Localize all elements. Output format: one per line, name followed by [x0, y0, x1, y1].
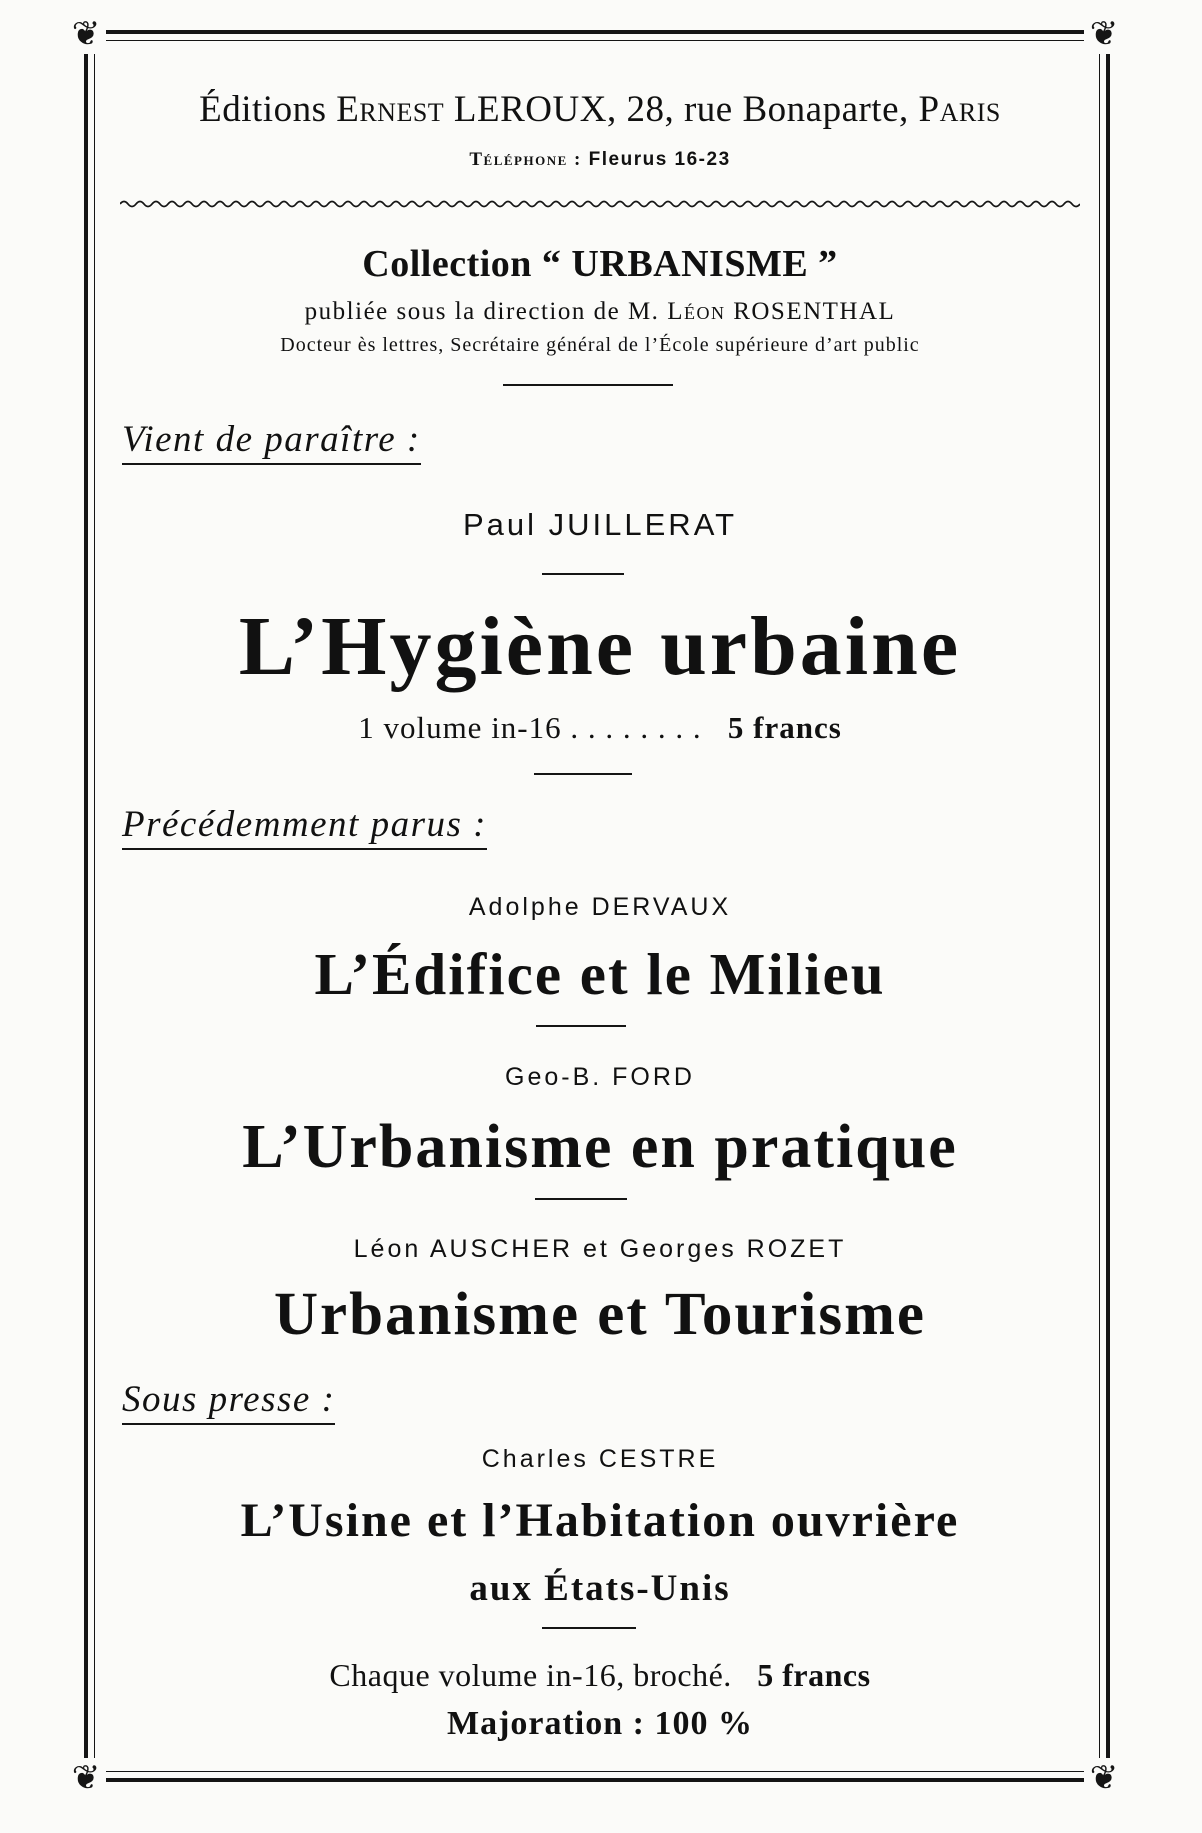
- director-text: publiée sous la direction de M.: [304, 298, 660, 325]
- volume-text: 1 volume in-16 . . . . . . . .: [358, 710, 702, 745]
- advertisement-page: [110, 0, 1090, 1833]
- publisher-line: [110, 88, 1090, 131]
- each-volume-price: 5 francs: [757, 1657, 871, 1693]
- director-first-name: Léon: [667, 298, 726, 325]
- publisher-city: Paris: [918, 89, 1001, 130]
- book-title-urbanisme: L’Urbanisme en pratique: [242, 1113, 958, 1181]
- author-ford: Geo-B. FORD: [505, 1063, 695, 1091]
- book-title-hygiene: L’Hygiène urbaine: [238, 600, 962, 693]
- publisher-prefix: Éditions: [199, 89, 327, 130]
- section-in-press: Sous presse :: [122, 1378, 335, 1425]
- author-juillerat: Paul JUILLERAT: [462, 507, 737, 542]
- corner-ornament-icon: ❦: [1084, 1758, 1124, 1798]
- each-volume-text: Chaque volume in-16, broché.: [329, 1657, 732, 1693]
- volume-price: 5 francs: [727, 710, 842, 745]
- divider-rule: [542, 1627, 636, 1629]
- phone-number: Fleurus 16-23: [588, 149, 731, 170]
- book-title-edifice: L’Édifice et le Milieu: [314, 941, 886, 1007]
- price-line: [110, 1657, 1090, 1694]
- corner-ornament-icon: ❦: [66, 14, 106, 54]
- volume-price-line: [110, 710, 1090, 746]
- publisher-name: Ernest LEROUX,: [336, 89, 617, 130]
- divider-rule: [536, 1025, 626, 1027]
- section-new-release: Vient de paraître :: [122, 418, 421, 465]
- divider-rule: [503, 384, 673, 386]
- publisher-address: 28, rue Bonaparte,: [626, 89, 909, 130]
- phone-label: Téléphone :: [469, 149, 582, 170]
- author-cestre: Charles CESTRE: [481, 1445, 719, 1473]
- book-title-tourisme: Urbanisme et Tourisme: [274, 1281, 926, 1348]
- wavy-divider: [120, 196, 1080, 212]
- director-titles: Docteur ès lettres, Secrétaire général de l’École supérieure d’art public: [280, 334, 920, 356]
- divider-rule: [535, 1198, 627, 1200]
- corner-ornament-icon: ❦: [1084, 14, 1124, 54]
- divider-rule: [542, 573, 624, 575]
- divider-rule: [534, 773, 632, 775]
- book-subtitle-usine: aux États-Unis: [469, 1568, 731, 1609]
- book-title-usine: L’Usine et l’Habitation ouvrière: [240, 1494, 960, 1547]
- corner-ornament-icon: ❦: [66, 1758, 106, 1798]
- surcharge-line: Majoration : 100 %: [446, 1705, 753, 1742]
- phone-line: [110, 149, 1090, 171]
- author-dervaux: Adolphe DERVAUX: [468, 893, 732, 921]
- section-previous: Précédemment parus :: [122, 803, 487, 850]
- collection-title: Collection “ URBANISME ”: [362, 243, 838, 285]
- director-last-name: ROSENTHAL: [733, 298, 896, 325]
- director-line: [110, 298, 1090, 326]
- author-auscher-rozet: Léon AUSCHER et Georges ROZET: [353, 1235, 847, 1263]
